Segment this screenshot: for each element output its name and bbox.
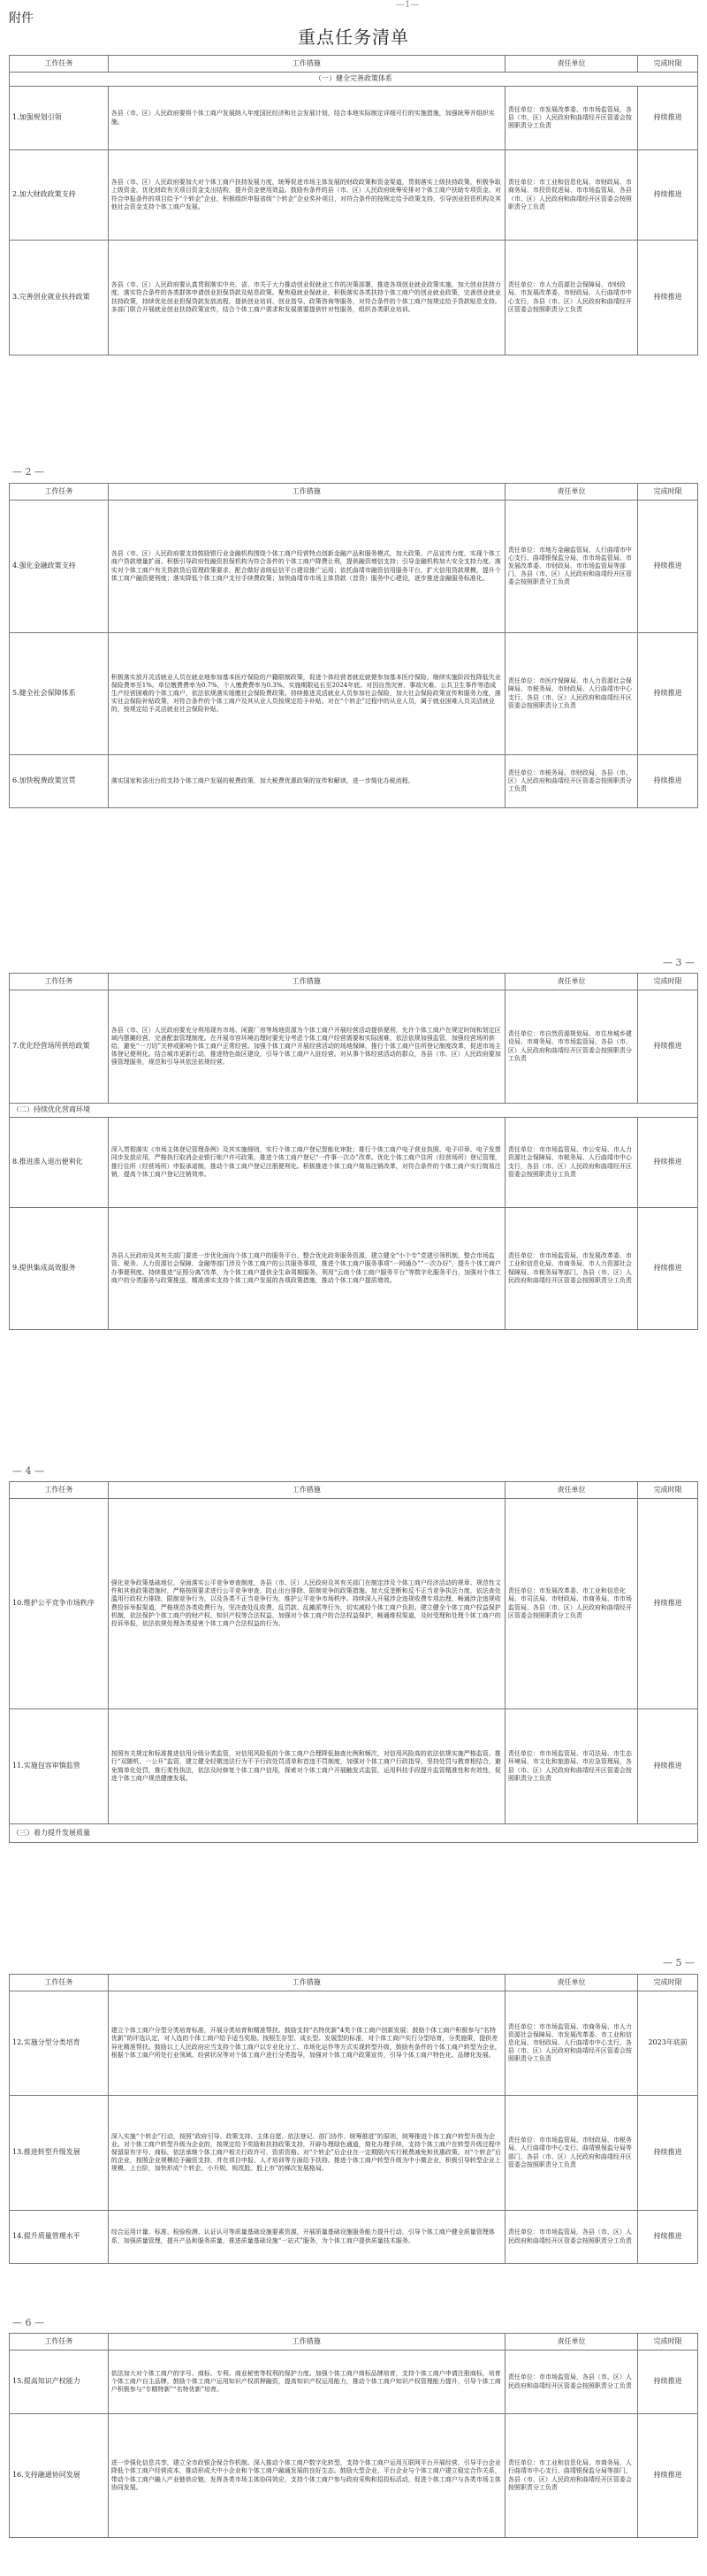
task-measures: 各县（市、区）人民政府要加大对个体工商户扶持发展力度，统筹促进市场主体发展的财政政策和资金渠道，贯彻落实上级扶持政策，积极争取上级资金，优化财政有关项目资金支出结构，提升资金使用效益。鼓励有条件的县（市、区）人民政府统筹安排对个体工商户扶助专项资金。对符合申报条件的项目给予“个转企”企业，积极组织申报省级“个转企”企业奖补项目，对符合条件的按规定给予政策支持，引导创业投资机构及其他社会资金支持个体工商户发展。 bbox=[108, 150, 505, 241]
task-unit: 责任单位：市工业和信息化局、市财政局、市商务局、市投资促进局、市市场监管局，各县（市、区）人民政府和曲靖经开区管委会按照职责分工负责 bbox=[505, 150, 637, 241]
header-unit: 责任单位 bbox=[505, 2334, 637, 2351]
table-row bbox=[10, 2414, 698, 2538]
task-name: 1.加强规划引领 bbox=[10, 87, 109, 150]
task-table-page-6 bbox=[9, 2333, 698, 2538]
header-unit: 责任单位 bbox=[505, 974, 637, 990]
task-deadline: 持续推进 bbox=[638, 87, 698, 150]
task-measures: 积极落实放开灵活就业人员在就业地参加基本医疗保险的户籍限制政策，促进个体经营者就近就便参加基本医疗保险，继续实施阶段性降低失业保险费率至1%。单位缴费费率为0.7%，个人缴费费率为0.3%。实施期限延长至2024年底。对因自然灾害、事故灾难、公共卫生事件等造成生产经营困难的个体工商户，依法依规落实缓缴社会保险费政策。持续推进灵活就业人员参加社会保险，加大社会保险政策宣传和服务力度，落实社会保险补贴政策，对符合条件的个体工商户及其从业人员按规定给予补贴。对在“个转企”过程中的从业人员，属于就业困难人员灵活就业的，按规定给予灵活就业社会保险补贴。 bbox=[108, 633, 505, 755]
task-table-page-1 bbox=[9, 55, 698, 355]
task-unit: 责任单位：市市场监管局、市司法局、市生态环境局、市文化和旅游局、市应急管理局，各县（市、区）人民政府和曲靖经开区管委会按照职责分工负责 bbox=[505, 1709, 637, 1824]
page-number-5: — 5 — bbox=[663, 1957, 695, 1968]
task-unit: 责任单位：市医疗保障局、市人力资源社会保障局、市税务局、市财政局、人行曲靖市中心支行，各县（市、区）人民政府和曲靖经开区管委会按照职责分工负责 bbox=[505, 633, 637, 755]
task-deadline: 2023年底前 bbox=[638, 1991, 698, 2096]
task-name: 16.支持融通协同发展 bbox=[10, 2414, 109, 2538]
header-task: 工作任务 bbox=[10, 484, 109, 501]
table-row bbox=[10, 1208, 698, 1330]
task-table-page-5 bbox=[9, 1974, 698, 2264]
task-unit: 责任单位：市市场监管局，各县（市、区）人民政府和曲靖经开区管委会按照职责分工负责 bbox=[505, 2211, 637, 2264]
table-header-row bbox=[10, 2334, 698, 2351]
task-unit: 责任单位：市地方金融监管局、人行曲靖市中心支行、曲靖银保监分局、市市场监管局、市发展改革委、市财政局、市市场监管局等部门，各县（市、区）人民政府和曲靖经开区管委会按照职责分工负责 bbox=[505, 501, 637, 633]
header-task: 工作任务 bbox=[10, 1975, 109, 1991]
page-number-6: — 6 — bbox=[12, 2317, 44, 2328]
task-name: 5.健全社会保障体系 bbox=[10, 633, 109, 755]
task-unit: 责任单位：市人力资源社会保障局、市财政局、市发展改革委、市财政局、人行曲靖市中心支行，各县（市、区）人民政府和曲靖经开区管委会按照职责分工负责 bbox=[505, 241, 637, 355]
header-measures: 工作措施 bbox=[108, 974, 505, 990]
task-name: 7.优化经营场所供给政策 bbox=[10, 990, 109, 1104]
task-unit: 责任单位：市市场监管局、市财政局、市税务局、人行曲靖市中心支行、曲靖银保监分局等部门，各县（市、区）人民政府和曲靖经开区管委会按照职责分工负责 bbox=[505, 2096, 637, 2211]
header-measures: 工作措施 bbox=[108, 1975, 505, 1991]
task-unit: 责任单位：市市场监管局，各县（市、区）人民政府和曲靖经开区管委会按照职责分工负责 bbox=[505, 2351, 637, 2414]
header-measures: 工作措施 bbox=[108, 484, 505, 501]
header-task: 工作任务 bbox=[10, 974, 109, 990]
task-unit: 责任单位：市发展改革委、市工业和信息化局、市司法局、市财政局、市商务局、市市场监管局，各县（市、区）人民政府和曲靖经开区管委会按照职责分工负责 bbox=[505, 1499, 637, 1709]
section-heading-1: （一）健全完善政策体系 bbox=[10, 73, 698, 87]
task-unit: 责任单位：市市场监管局、市商务局、市人力资源社会保障局、市发展改革委、市工业和信息化局、市财政局、人行曲靖市中心支行，各县（市、区）人民政府和曲靖经开区管委会按照职责分工负责 bbox=[505, 1991, 637, 2096]
page-number-3: — 3 — bbox=[663, 957, 695, 968]
task-deadline: 持续推进 bbox=[638, 2414, 698, 2538]
header-deadline: 完成时限 bbox=[638, 2334, 698, 2351]
task-measures: 各县（市、区）人民政府要充分利用现有市场、闲置厂房等场地资源为个体工商户开展经营活动提供便利，允许个体工商户在规定时间和划定区域内摆摊经营，完善配套管理制度。在开展市容环境治理时要充分考虑个体工商户经营需要和实际困难，依法依规加强监管，加强经营场所供给，避免“一刀切”关停或影响个体工商户正常经营。加强个体工商户开展经营活动的场地保障，推行个体工商户住所登记制度改革，促进市场主体登记便利化。结合城市更新行动，推进特色街区建设，引导个体工商户入驻经营。对从事个体经营活动的群众，各县（市、区）人民政府要加强管理服务，规范和引导其依法依规经营。 bbox=[108, 990, 505, 1104]
header-unit: 责任单位 bbox=[505, 1975, 637, 1991]
task-deadline: 持续推进 bbox=[638, 150, 698, 241]
table-row bbox=[10, 2211, 698, 2264]
task-measures: 进一步强化信息共享，建立全市政银企保合作机制。深入推动个体工商户数字化转型，支持个体工商户运用互联网平台开展经营，引导平台企业降低个体工商户经营成本，推动形成大中小企业和个体工商户融通发展的良好生态。鼓励大型企业、平台企业与个体工商户建立稳定合作关系，带动个体工商户融入产业链供应链，发挥各类市场主体协同效应，支持个体工商户参与政府采购和招投标活动，促进个体工商户与各类市场主体协同发展。 bbox=[108, 2414, 505, 2538]
task-measures: 落实国家和省出台的支持个体工商户发展的税费政策，加大税费优惠政策的宣传和解读，进一步简化办税流程。 bbox=[108, 755, 505, 808]
page-number-2: — 2 — bbox=[12, 466, 44, 478]
table-row bbox=[10, 1118, 698, 1208]
task-deadline: 持续推进 bbox=[638, 990, 698, 1104]
task-measures: 各县（市、区）人民政府要将个体工商户发展纳入年度国民经济和社会发展计划，结合本地实际制定详细可行的实施措施，加强统筹并组织实施。 bbox=[108, 87, 505, 150]
header-deadline: 完成时限 bbox=[638, 974, 698, 990]
task-name: 15.提高知识产权能力 bbox=[10, 2351, 109, 2414]
table-header-row bbox=[10, 1975, 698, 1991]
table-row bbox=[10, 633, 698, 755]
table-row bbox=[10, 150, 698, 241]
task-table-page-4 bbox=[9, 1481, 698, 1843]
task-unit: 责任单位：市市场监管局、市公安局、市人力资源社会保障局、市税务局、人行曲靖市中心支行，各县（市、区）人民政府和曲靖经开区管委会按照职责分工负责 bbox=[505, 1118, 637, 1208]
task-deadline: 持续推进 bbox=[638, 2351, 698, 2414]
header-deadline: 完成时限 bbox=[638, 1975, 698, 1991]
task-deadline: 持续推进 bbox=[638, 1499, 698, 1709]
header-unit: 责任单位 bbox=[505, 484, 637, 501]
task-deadline: 持续推进 bbox=[638, 755, 698, 808]
table-row bbox=[10, 87, 698, 150]
task-table-page-3 bbox=[9, 973, 698, 1330]
table-row bbox=[10, 1991, 698, 2096]
task-measures: 深入实施“个转企”行动，按照“政府引导、政策支持、主体自愿、依法登记、部门协作、统筹推进”的原则，统筹推进个体工商户转型升级为企业。对个体工商户转型升级为企业的，按规定给予奖励和扶持政策支持，开辟办理绿色通道，简化办理手续，支持个体工商户在转型升级过程中保留原有字号、商标，依法承继个体工商户相关行政许可、资质资格。对“个转企”后企业在一定期限内实行税费减免和优惠政策。对“个转企”后的企业，按照企业规模给予融资支持，并在项目申报、人才培训等方面给予扶持。推进个体工商户转型升级为中小微企业，积极引导转型企业上规模、上台阶，加快形成“个转企、小升规、规改股、股上市”的梯次发展格局。 bbox=[108, 2096, 505, 2211]
header-task: 工作任务 bbox=[10, 2334, 109, 2351]
table-row bbox=[10, 1499, 698, 1709]
task-measures: 各县人民政府及其有关部门要进一步优化面向个体工商户的服务平台，整合优化政务服务资源，建立健全“小个专”党建引领机制，整合市场监管、税务、人力资源社会保障、金融等部门涉及个体工商户的公共服务事项，推进个体工商户服务事项“一网通办”“一次办好”，提升个体工商户办事便利度。持续推进“证照分离”改革，为个体工商户提供全生命周期服务。利用“云南个体工商户服务平台”等数字化服务平台，加强对个体工商户的分类服务与政策推送，精准落实支持个体工商户发展的各项政策措施，推动个体工商户提质增效。 bbox=[108, 1208, 505, 1330]
table-header-row bbox=[10, 1482, 698, 1499]
task-name: 3.完善创业就业扶持政策 bbox=[10, 241, 109, 355]
task-name: 6.加快税费政策宣贯 bbox=[10, 755, 109, 808]
task-unit: 责任单位：市自然资源规划局、市住房城乡建设局、市商务局、市市场监管局，各县（市、区）人民政府和曲靖经开区管委会按照职责分工负责 bbox=[505, 990, 637, 1104]
task-measures: 建立个体工商户分型分类培育标准，开展分类培育和精准帮扶。鼓励支持“名特优新”4类个体工商户创新发展；鼓励个体工商户积极参与“名特优新”的评选认定，对入选的个体工商户给予适当奖励。按照生存型、成长型、发展型的标准，对个体工商户实行分型培育，分类施策，提供差异化精准帮扶。鼓励以上人民政府应当支持个体工商户以专业化分工、市场化运作等方式实现转型升级，鼓励有条件的个体工商户转型为企业，根据个体工商户所处行业领域、经营状况等对个体工商户进行分类指导，加强对个体工商户政策宣传，引导个体工商户特色化、品牌化发展。 bbox=[108, 1991, 505, 2096]
task-unit: 责任单位：市发展改革委、市市场监管局，各县（市、区）人民政府和曲靖经开区管委会按照职责分工负责 bbox=[505, 87, 637, 150]
task-measures: 综合运用计量、标准、检验检测、认证认可等质量基础设施要素资源，开展质量基础设施服务能力提升行动，引导个体工商户健全质量管理体系，加强质量管理，提升产品和服务质量，推进质量基础设施“一站式”服务，为个体工商户提供质量技术服务。 bbox=[108, 2211, 505, 2264]
task-deadline: 持续推进 bbox=[638, 1118, 698, 1208]
task-deadline: 持续推进 bbox=[638, 1208, 698, 1330]
task-deadline: 持续推进 bbox=[638, 633, 698, 755]
task-measures: 按照有关规定和标准推进信用分级分类监管，对信用风险低的个体工商户合理降低抽查比例和频次，对信用风险高的依法依规实施严格监管。推行“双随机、一公开”监管，建立健全轻微违法行为不予行政处罚清单和首违不罚制度，加强对个体工商户行政指导，坚持处罚与教育相结合，避免简单化处罚，推行柔性执法，依法及时修复个体工商户信用，探索对个体工商户开展触发式监管，运用科技手段提升监管精准性和有效性，促进个体工商户规范健康发展。 bbox=[108, 1709, 505, 1824]
table-row bbox=[10, 1709, 698, 1824]
section-heading-2: （二）持续优化营商环境 bbox=[10, 1104, 698, 1118]
task-deadline: 持续推进 bbox=[638, 1709, 698, 1824]
task-measures: 深入贯彻落实《市场主体登记管理条例》及其实施细则，实行个体工商户登记智能化审批；推行个体工商户电子营业执照、电子印章、电子发票同步发放应用，严格执行取消企业银行账户许可政策，推进个体工商户登记“一件事一次办”改革。优化个体工商户住所（经营场所）登记管理，推行住所（经营场所）申报承诺制，推动个体工商户登记注册便利化。积极推进个体工商户简易注销改革，对符合条件的个体工商户实行简易注销，提高个体工商户登记注销效率。 bbox=[108, 1118, 505, 1208]
header-deadline: 完成时限 bbox=[638, 484, 698, 501]
table-header-row bbox=[10, 56, 698, 73]
task-deadline: 持续推进 bbox=[638, 2211, 698, 2264]
header-measures: 工作措施 bbox=[108, 56, 505, 73]
table-header-row bbox=[10, 484, 698, 501]
header-deadline: 完成时限 bbox=[638, 1482, 698, 1499]
table-row bbox=[10, 2351, 698, 2414]
header-measures: 工作措施 bbox=[108, 1482, 505, 1499]
task-unit: 责任单位：市工业和信息化局、市商务局、人行曲靖市中心支行、曲靖银保监分局等部门，各县（市、区）人民政府和曲靖经开区管委会按照职责分工负责 bbox=[505, 2414, 637, 2538]
task-measures: 各县（市、区）人民政府要认真贯彻落实中央、省、市关于大力推动创业促就业工作的决策部署，推进各项创业就业政策实施，加大创业扶持力度，落实符合条件的各类群体申请创业担保贷款及贴息政策。聚焦稳就业保就业，积极落实各类扶持个体工商户的创业就业政策，完善创业就业扶持政策，持续优化创业担保贷款发放流程，提供创业培训、创业指导、政策咨询等服务，对符合条件的个体工商户按规定给予贷款贴息支持。多部门联合开展就业创业扶持政策宣传，结合个体工商户需求和发展需要提供针对性服务，组织各类职业培训。 bbox=[108, 241, 505, 355]
table-row bbox=[10, 2096, 698, 2211]
task-name: 9.提供集成高效服务 bbox=[10, 1208, 109, 1330]
header-task: 工作任务 bbox=[10, 56, 109, 73]
header-unit: 责任单位 bbox=[505, 56, 637, 73]
task-deadline: 持续推进 bbox=[638, 241, 698, 355]
task-name: 11.实施包容审慎监管 bbox=[10, 1709, 109, 1824]
header-unit: 责任单位 bbox=[505, 1482, 637, 1499]
task-name: 4.强化金融政策支持 bbox=[10, 501, 109, 633]
header-task: 工作任务 bbox=[10, 1482, 109, 1499]
header-deadline: 完成时限 bbox=[638, 56, 698, 73]
table-row bbox=[10, 501, 698, 633]
task-name: 14.提升质量管理水平 bbox=[10, 2211, 109, 2264]
table-row bbox=[10, 755, 698, 808]
task-measures: 各县（市、区）人民政府要支持鼓励银行业金融机构围绕个体工商户经营特点创新金融产品和服务模式，加大政策、产品宣传力度，实现个体工商户贷款增量扩面。积极引导政府性融资担保机构为符合条件的个体工商户降费让利，提供融资增信支持；引导金融机构加大安全支持力度。落实对个体工商户有关贷款贷后管理政策要求，配合做好省级征信平台建设推广运用；依托曲靖市融资信用服务平台，扩大信用贷款规模，提升个体工商户融资便利度；落实降低个体工商户支付手续费政策；加快曲靖市市场主体贷款（首贷）服务中心建设，逐步推进金融服务标准化。 bbox=[108, 501, 505, 633]
task-name: 2.加大财政政策支持 bbox=[10, 150, 109, 241]
page-number-4: — 4 — bbox=[12, 1465, 44, 1477]
task-deadline: 持续推进 bbox=[638, 501, 698, 633]
task-name: 10.维护公平竞争市场秩序 bbox=[10, 1499, 109, 1709]
table-row bbox=[10, 990, 698, 1104]
document-title: 重点任务清单 bbox=[298, 27, 409, 48]
page-number-1: —1— bbox=[396, 0, 420, 10]
task-table-page-2 bbox=[9, 483, 698, 808]
table-header-row bbox=[10, 974, 698, 990]
table-row bbox=[10, 241, 698, 355]
task-unit: 责任单位：市税务局、市财政局，各县（市、区）人民政府和曲靖经开区管委会按照职责分工负责 bbox=[505, 755, 637, 808]
task-unit: 责任单位：市市场监管局、市发展改革委、市工业和信息化局、市商务局、市人力资源社会保障局、市税务局等部门，各县（市、区）人民政府和曲靖经开区管委会按照职责分工负责 bbox=[505, 1208, 637, 1330]
task-measures: 强化竞争政策基础地位，全面落实公平竞争审查制度，各县（市、区）人民政府及其有关部门在制定涉及个体工商户经济活动的规章、规范性文件和其他政策措施时，严格按照要求进行公平竞争审查，防止出台排除、限制竞争的政策措施。加大反垄断和反不正当竞争执法力度，依法查处滥用行政权力排除、限制竞争行为，以及各类不正当竞争行为，维护公平竞争市场秩序。持续深入开展涉企违规收费专项治理，畅通涉企违规收费投诉举报渠道，严格规范各类收费行为，坚决查处乱收费、乱罚款、乱摊派等行为，切实减轻个体工商户负担。建立健全个体工商户权益保护机制，依法保护个体工商户的财产权、知识产权等合法权益，加强对个体工商户的合法权益保护，畅通维权渠道，及时受理和处理个体工商户的投诉举报，依法依规处理各类侵害个体工商户合法权益的行为。 bbox=[108, 1499, 505, 1709]
attachment-label: 附件 bbox=[9, 11, 34, 26]
task-deadline: 持续推进 bbox=[638, 2096, 698, 2211]
task-name: 13.推进转型升级发展 bbox=[10, 2096, 109, 2211]
task-name: 8.推进准入退出便利化 bbox=[10, 1118, 109, 1208]
section-heading-3: （三）着力提升发展质量 bbox=[10, 1824, 698, 1843]
task-name: 12.实施分型分类培育 bbox=[10, 1991, 109, 2096]
task-measures: 依法加大对个体工商户的字号、商标、专利、商业秘密等权利的保护力度。加强个体工商户商标品牌培育，支持个体工商户申请注册商标，培育个体工商户自主品牌，鼓励个体工商户运用知识产权质押融资，提高知识产权运用能力，推动个体工商户知识产权管理能力提升，引导个体工商户积极参与“专精特新”“名特优新”培育。 bbox=[108, 2351, 505, 2414]
header-measures: 工作措施 bbox=[108, 2334, 505, 2351]
